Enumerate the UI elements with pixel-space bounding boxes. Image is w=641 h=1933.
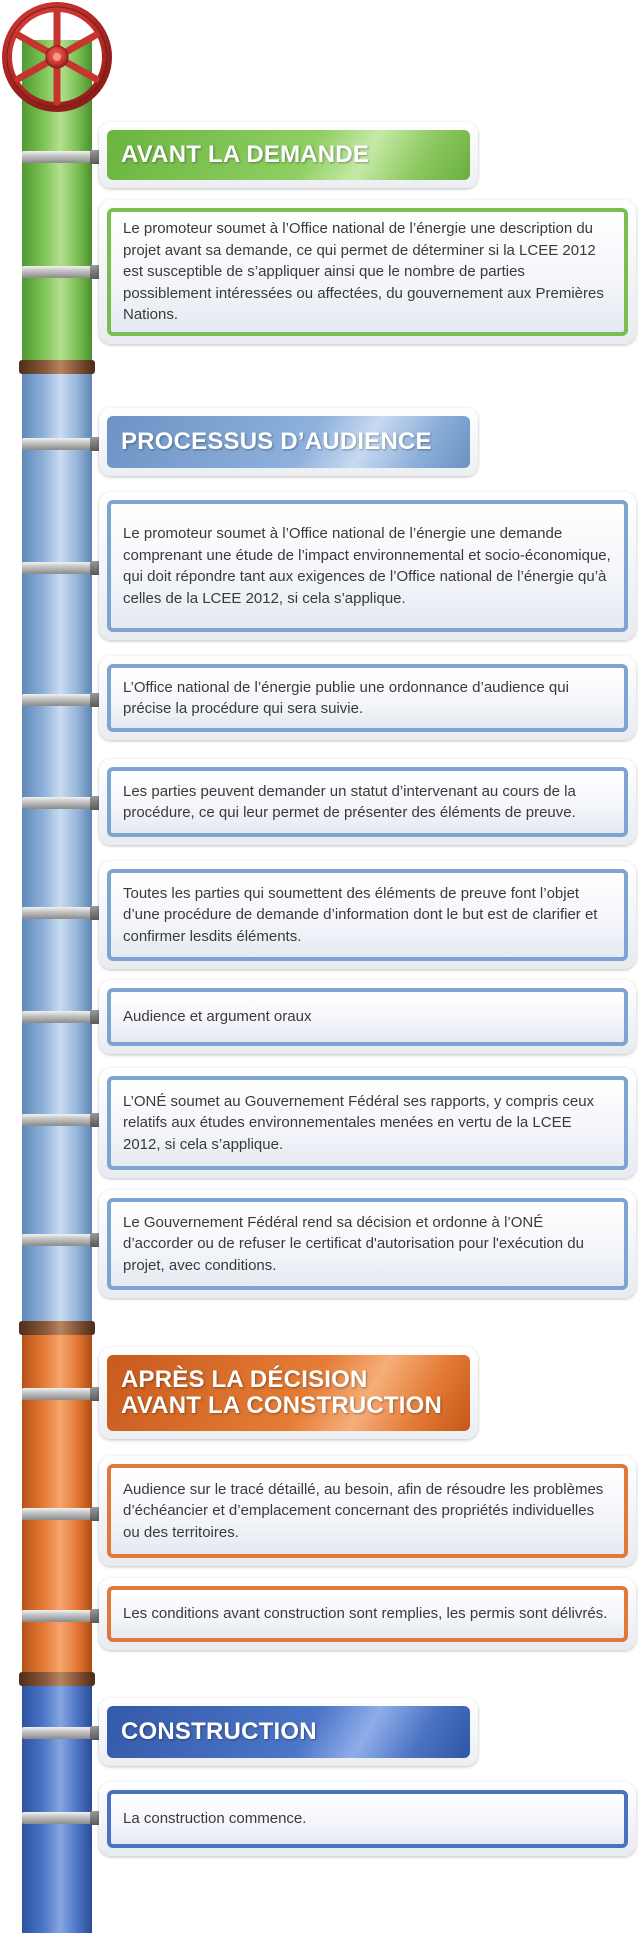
step-text: Toutes les parties qui soumettent des éléments de preuve font l’objet d’une procédure de demande d’information dont le but est de clarifier et confirmer lesdits éléments. xyxy=(123,884,598,945)
step-text: L’ONÉ soumet au Gouvernement Fédéral ses rapports, y compris ceux relatifs aux études environnementales menées en vertu de la LCEE 2012, si cela s’applique. xyxy=(123,1092,595,1153)
step-text: Audience sur le tracé détaillé, au besoin, afin de résoudre les problèmes d’échéancier et d’emplacement concernant des propriétés individuelles ou des territoires. xyxy=(123,1480,604,1541)
step-text: Le Gouvernement Fédéral rend sa décision et ordonne à l’ONÉ d’accorder ou de refuser le certificat d'autorisation pour l'exécution du projet, avec conditions. xyxy=(123,1213,584,1274)
step-text: Le promoteur soumet à l’Office national de l’énergie une description du projet avant sa demande, ce qui permet de déterminer si la LCEE 2012 est susceptible de s’appliquer ainsi que le nombre de parties possiblement intéressées ou affectées, du gouvernement aux Premières Nations. xyxy=(123,220,604,324)
stage-header-apres-la-decision xyxy=(99,1347,478,1439)
step-text: Le promoteur soumet à l’Office national de l’énergie une demande comprenant une étude de l’impact environnemental et socio-économique, qui doit répondre tant aux exigences de l’Office national de l’énergie qu’à celles de la LCEE 2012, si cela s’applique. xyxy=(123,525,611,607)
stage-title: PROCESSUS D’AUDIENCE xyxy=(121,428,432,455)
pipe-flange xyxy=(19,1321,95,1335)
step-box xyxy=(99,1782,636,1856)
pipeline xyxy=(22,40,92,1933)
valve-wheel-icon xyxy=(0,0,114,114)
step-box xyxy=(99,1190,636,1298)
pipe-flange xyxy=(19,1672,95,1686)
step-text: La construction commence. xyxy=(123,1810,307,1828)
stage-title: AVANT LA DEMANDE xyxy=(121,141,370,168)
pipe-segment-construction xyxy=(22,1681,92,1933)
stage-header-construction xyxy=(99,1698,478,1766)
step-box xyxy=(99,980,636,1054)
step-box xyxy=(99,759,636,845)
stage-header-avant-la-demande xyxy=(99,122,478,188)
stage-title: CONSTRUCTION xyxy=(121,1718,317,1745)
step-box xyxy=(99,1578,636,1650)
step-box xyxy=(99,1456,636,1566)
stage-header-processus-audience xyxy=(99,408,478,476)
step-box xyxy=(99,492,636,640)
pipe-flange xyxy=(19,360,95,374)
stage-title: APRÈS LA DÉCISION AVANT LA CONSTRUCTION xyxy=(121,1366,443,1419)
step-box xyxy=(99,1068,636,1178)
step-text: Audience et argument oraux xyxy=(123,1008,312,1026)
pipe-segment-processus-audience xyxy=(22,370,92,1330)
step-box xyxy=(99,200,636,344)
step-text: L’Office national de l’énergie publie une ordonnance d’audience qui précise la procédure qui sera suivie. xyxy=(123,678,569,717)
pipe-segment-apres-la-decision xyxy=(22,1330,92,1681)
step-box xyxy=(99,861,636,969)
step-box xyxy=(99,656,636,740)
step-text: Les conditions avant construction sont remplies, les permis sont délivrés. xyxy=(123,1605,608,1623)
step-text: Les parties peuvent demander un statut d’intervenant au cours de la procédure, ce qui leur permet de présenter des éléments de preuve. xyxy=(123,782,576,821)
